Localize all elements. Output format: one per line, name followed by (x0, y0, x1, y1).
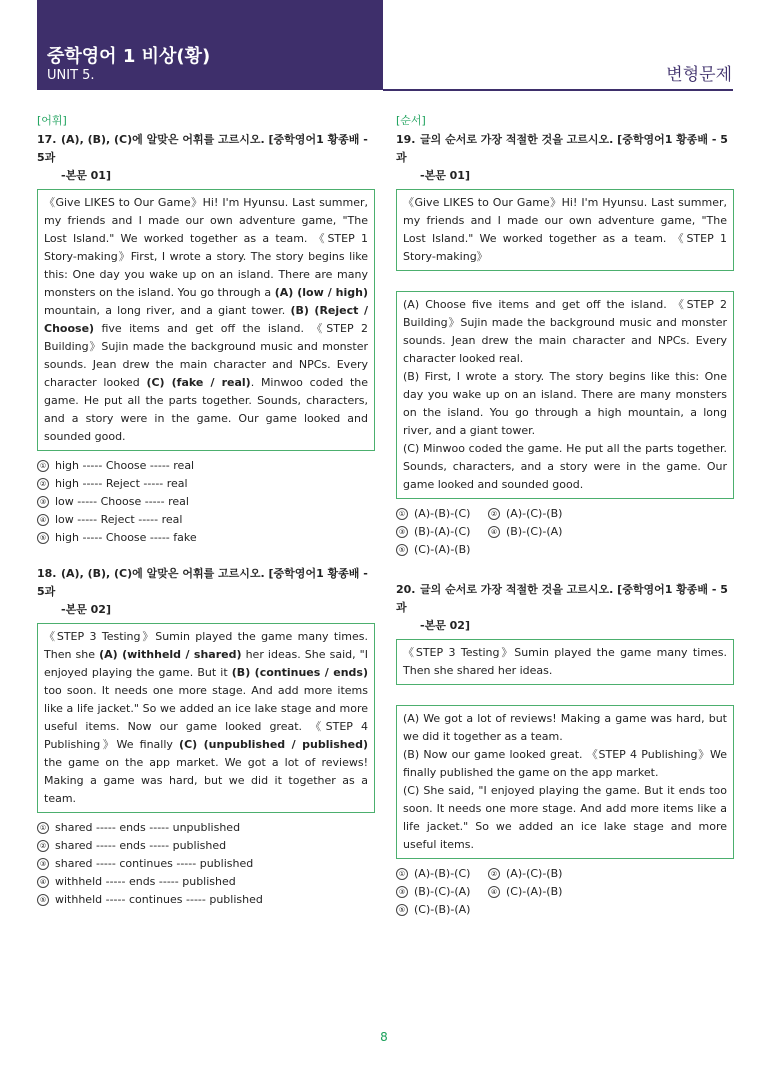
answer-option[interactable] (396, 883, 488, 901)
paragraph-c: (C) She said, "I enjoyed playing the game. But it ends too soon. It needs one more stage. And add more items like a life jacket." So we added an ice lake stage and more useful items. (403, 784, 727, 851)
answer-option[interactable] (488, 865, 580, 883)
blank-c: (C) (fake / real) (146, 376, 251, 389)
option-marker: ① (37, 460, 49, 472)
question-17 (37, 112, 375, 547)
question-18 (37, 565, 375, 909)
option-marker: ① (396, 508, 408, 520)
blank-c: (C) (unpublished / published) (179, 738, 368, 751)
option-text: high ----- Reject ----- real (55, 477, 188, 490)
question-number: 18. (37, 567, 57, 580)
answer-options (396, 865, 734, 919)
right-column (396, 112, 734, 919)
intro-box: 《STEP 3 Testing》Sumin played the game many times. Then she shared her ideas. (396, 639, 734, 685)
answer-option[interactable] (37, 475, 375, 493)
question-text-line1: (A), (B), (C)에 알맞은 어휘를 고르시오. [중학영어1 황종배 - 5과 (37, 133, 368, 164)
answer-option[interactable] (37, 819, 375, 837)
question-prompt (396, 131, 734, 185)
blank-b: (B) (continues / ends) (231, 666, 368, 679)
option-text: (A)-(C)-(B) (506, 507, 563, 520)
paragraph-a: (A) Choose five items and get off the island. 《STEP 2 Building》Sujin made the background music and monster sounds. Jean drew the main character and NPCs. Every character looked real. (403, 298, 727, 365)
passage-text: . Minwoo coded the game. He put all the parts together. Sounds, characters, and a story were in the game. Our game looked and sounded good. (44, 376, 368, 443)
header-right-label: 변형문제 (666, 65, 732, 85)
option-marker: ④ (37, 876, 49, 888)
option-marker: ③ (396, 886, 408, 898)
paragraph-a: (A) We got a lot of reviews! Making a game was hard, but we did it together as a team. (403, 712, 727, 743)
option-marker: ② (37, 840, 49, 852)
option-text: low ----- Reject ----- real (55, 513, 183, 526)
paragraph-box (396, 705, 734, 859)
question-text-line2: -본문 01] (420, 169, 470, 182)
option-marker: ④ (488, 886, 500, 898)
option-marker: ② (488, 508, 500, 520)
header-unit: UNIT 5. (47, 68, 95, 83)
paragraph-b: (B) Now our game looked great. 《STEP 4 Publishing》We finally published the game on the app market. (403, 748, 727, 779)
category-label: [어휘] (37, 114, 67, 127)
option-text: (A)-(B)-(C) (414, 867, 471, 880)
option-text: (A)-(C)-(B) (506, 867, 563, 880)
option-marker: ① (37, 822, 49, 834)
option-marker: ④ (488, 526, 500, 538)
option-text: withheld ----- continues ----- published (55, 893, 263, 906)
option-text: shared ----- continues ----- published (55, 857, 254, 870)
answer-options (37, 819, 375, 909)
option-marker: ③ (37, 496, 49, 508)
passage-text: 《Give LIKES to Our Game》Hi! I'm Hyunsu. Last summer, my friends and I made our own adventure game, "The Lost Island." We worked together as a team. 《STEP 1 Story-making》First, I wrote a story. The story begins like this: One day you wake up on an island. There are many monsters on the island. You go through a (44, 196, 368, 299)
question-text-line2: -본문 01] (61, 169, 111, 182)
answer-option[interactable] (396, 865, 488, 883)
header-title: 중학영어 1 비상(황) (47, 46, 211, 67)
answer-option[interactable] (488, 505, 580, 523)
option-marker: ⑤ (37, 532, 49, 544)
header-divider (383, 89, 733, 91)
answer-option[interactable] (488, 883, 580, 901)
option-marker: ① (396, 868, 408, 880)
question-19 (396, 112, 734, 559)
blank-a: (A) (withheld / shared) (99, 648, 242, 661)
option-text: high ----- Choose ----- fake (55, 531, 197, 544)
answer-option[interactable] (396, 523, 488, 541)
blank-b: (B) (Reject / Choose) (44, 304, 368, 335)
passage-text: her ideas. She said, "I enjoyed playing the game. But it (44, 648, 368, 679)
option-text: shared ----- ends ----- unpublished (55, 821, 241, 834)
option-marker: ② (37, 478, 49, 490)
question-prompt (37, 131, 375, 185)
option-marker: ⑤ (396, 904, 408, 916)
option-marker: ④ (37, 514, 49, 526)
answer-option[interactable] (37, 529, 375, 547)
option-text: (B)-(C)-(A) (414, 885, 471, 898)
answer-option[interactable] (37, 493, 375, 511)
option-marker: ⑤ (396, 544, 408, 556)
option-text: (B)-(A)-(C) (414, 525, 471, 538)
answer-option[interactable] (396, 901, 488, 919)
option-text: low ----- Choose ----- real (55, 495, 189, 508)
left-column (37, 112, 375, 909)
option-text: shared ----- ends ----- published (55, 839, 227, 852)
passage-text: mountain, a long river, and a giant tower. (44, 304, 291, 317)
option-text: (C)-(B)-(A) (414, 903, 471, 916)
answer-option[interactable] (37, 873, 375, 891)
answer-option[interactable] (396, 505, 488, 523)
question-20 (396, 581, 734, 919)
passage-text: the game on the app market. We got a lot of reviews! Making a game was hard, but we did it together as a team. (44, 756, 368, 805)
answer-options (37, 457, 375, 547)
option-text: withheld ----- ends ----- published (55, 875, 236, 888)
option-text: high ----- Choose ----- real (55, 459, 195, 472)
option-marker: ③ (396, 526, 408, 538)
answer-option[interactable] (37, 837, 375, 855)
option-text: (B)-(C)-(A) (506, 525, 563, 538)
passage-text: five items and get off the island. 《STEP 2 Building》Sujin made the background music and monster sounds. Jean drew the main character and NPCs. Every character looked (44, 322, 368, 389)
category-label: [순서] (396, 114, 426, 127)
intro-box: 《Give LIKES to Our Game》Hi! I'm Hyunsu. Last summer, my friends and I made our own adventure game, "The Lost Island." We worked together as a team. 《STEP 1 Story-making》 (396, 189, 734, 271)
page-number: 8 (380, 1030, 388, 1044)
blank-a: (A) (low / high) (274, 286, 368, 299)
answer-option[interactable] (37, 457, 375, 475)
option-text: (A)-(B)-(C) (414, 507, 471, 520)
header-banner (37, 0, 383, 90)
answer-option[interactable] (37, 891, 375, 909)
passage-text: too soon. It needs one more stage. And add more items like a life jacket." So we added an ice lake stage and more useful items. Now our game looked great. 《STEP 4 Publishing》We finally (44, 684, 368, 751)
question-text-line2: -본문 02] (420, 619, 470, 632)
question-prompt (37, 565, 375, 619)
question-text-line2: -본문 02] (61, 603, 111, 616)
question-text-line1: (A), (B), (C)에 알맞은 어휘를 고르시오. [중학영어1 황종배 - 5과 (37, 567, 368, 598)
option-marker: ⑤ (37, 894, 49, 906)
option-text: (C)-(A)-(B) (506, 885, 563, 898)
passage-text: 《STEP 3 Testing》Sumin played the game many times. Then she (44, 630, 368, 661)
answer-option[interactable] (37, 511, 375, 529)
question-number: 19. (396, 133, 416, 146)
question-number: 17. (37, 133, 57, 146)
paragraph-c: (C) Minwoo coded the game. He put all the parts together. Sounds, characters, and a story were in the game. Our game looked and sounded good. (403, 442, 727, 491)
option-marker: ② (488, 868, 500, 880)
question-text-line1: 글의 순서로 가장 적절한 것을 고르시오. [중학영어1 황종배 - 5과 (396, 133, 728, 164)
paragraph-box (396, 291, 734, 499)
question-number: 20. (396, 583, 416, 596)
paragraph-b: (B) First, I wrote a story. The story begins like this: One day you wake up on an island. There are many monsters on the island. You go through a high mountain, a long river, and a giant tower. (403, 370, 727, 437)
answer-option[interactable] (37, 855, 375, 873)
option-marker: ③ (37, 858, 49, 870)
question-text-line1: 글의 순서로 가장 적절한 것을 고르시오. [중학영어1 황종배 - 5과 (396, 583, 728, 614)
answer-option[interactable] (396, 541, 488, 559)
passage-box (37, 189, 375, 451)
answer-options (396, 505, 734, 559)
question-prompt (396, 581, 734, 635)
passage-box (37, 623, 375, 813)
answer-option[interactable] (488, 523, 580, 541)
option-text: (C)-(A)-(B) (414, 543, 471, 556)
